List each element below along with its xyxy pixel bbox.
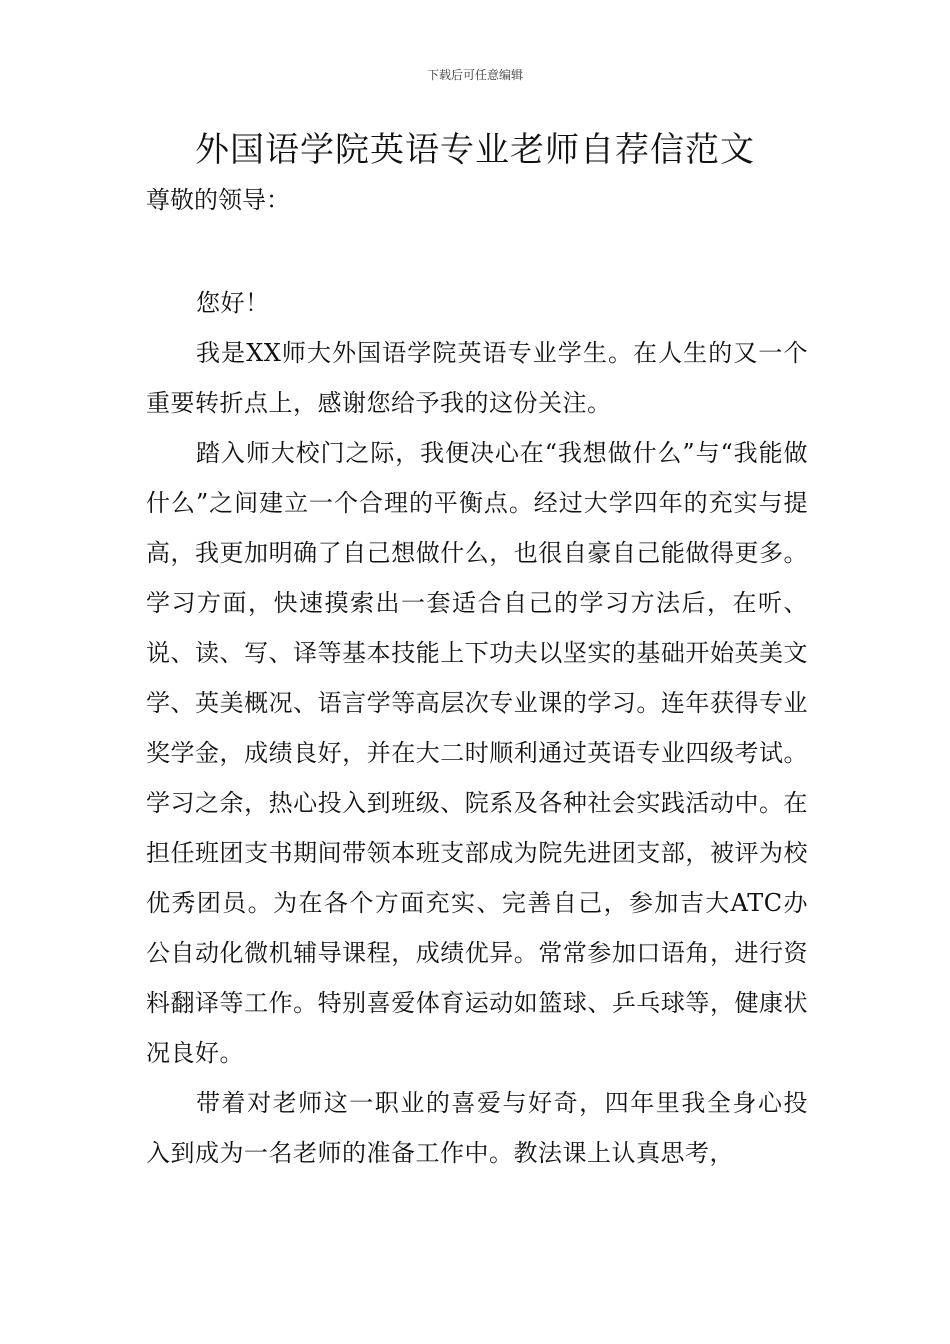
letter-body: [146, 278, 808, 1178]
document-title: 外国语学院英语专业老师自荐信范文: [195, 130, 755, 170]
paragraph-greeting: 您好！: [196, 289, 270, 317]
salutation: 尊敬的领导：: [146, 186, 290, 214]
header-note: 下载后可任意编辑: [426, 68, 523, 82]
paragraph-teaching-preparation: 带着对老师这一职业的喜爱与好奇，四年里我全身心投入到成为一名老师的准备工作中。教法课上认真思考，: [146, 1089, 808, 1167]
paragraph-university-experience: 踏入师大校门之际，我便决心在“我想做什么”与“我能做什么”之间建立一个合理的平衡点。经过大学四年的充实与提高，我更加明确了自己想做什么，也很自豪自己能做得更多。学习方面，快速摸索出一套适合自己的学习方法后，在听、说、读、写、译等基本技能上下功夫以坚实的基础开始英美文学、英美概况、语言学等高层次专业课的学习。连年获得专业奖学金，成绩良好，并在大二时顺利通过英语专业四级考试。学习之余，热心投入到班级、院系及各种社会实践活动中。在担任班团支书期间带领本班支部成为院先进团支部，被评为校优秀团员。为在各个方面充实、完善自己，参加吉大ATC办公自动化微机辅导课程，成绩优异。常常参加口语角，进行资料翻译等工作。特别喜爱体育运动如篮球、乒乓球等，健康状况良好。: [146, 439, 808, 1067]
paragraph-introduction: 我是XX师大外国语学院英语专业学生。在人生的又一个重要转折点上，感谢您给予我的这份关注。: [146, 339, 808, 417]
